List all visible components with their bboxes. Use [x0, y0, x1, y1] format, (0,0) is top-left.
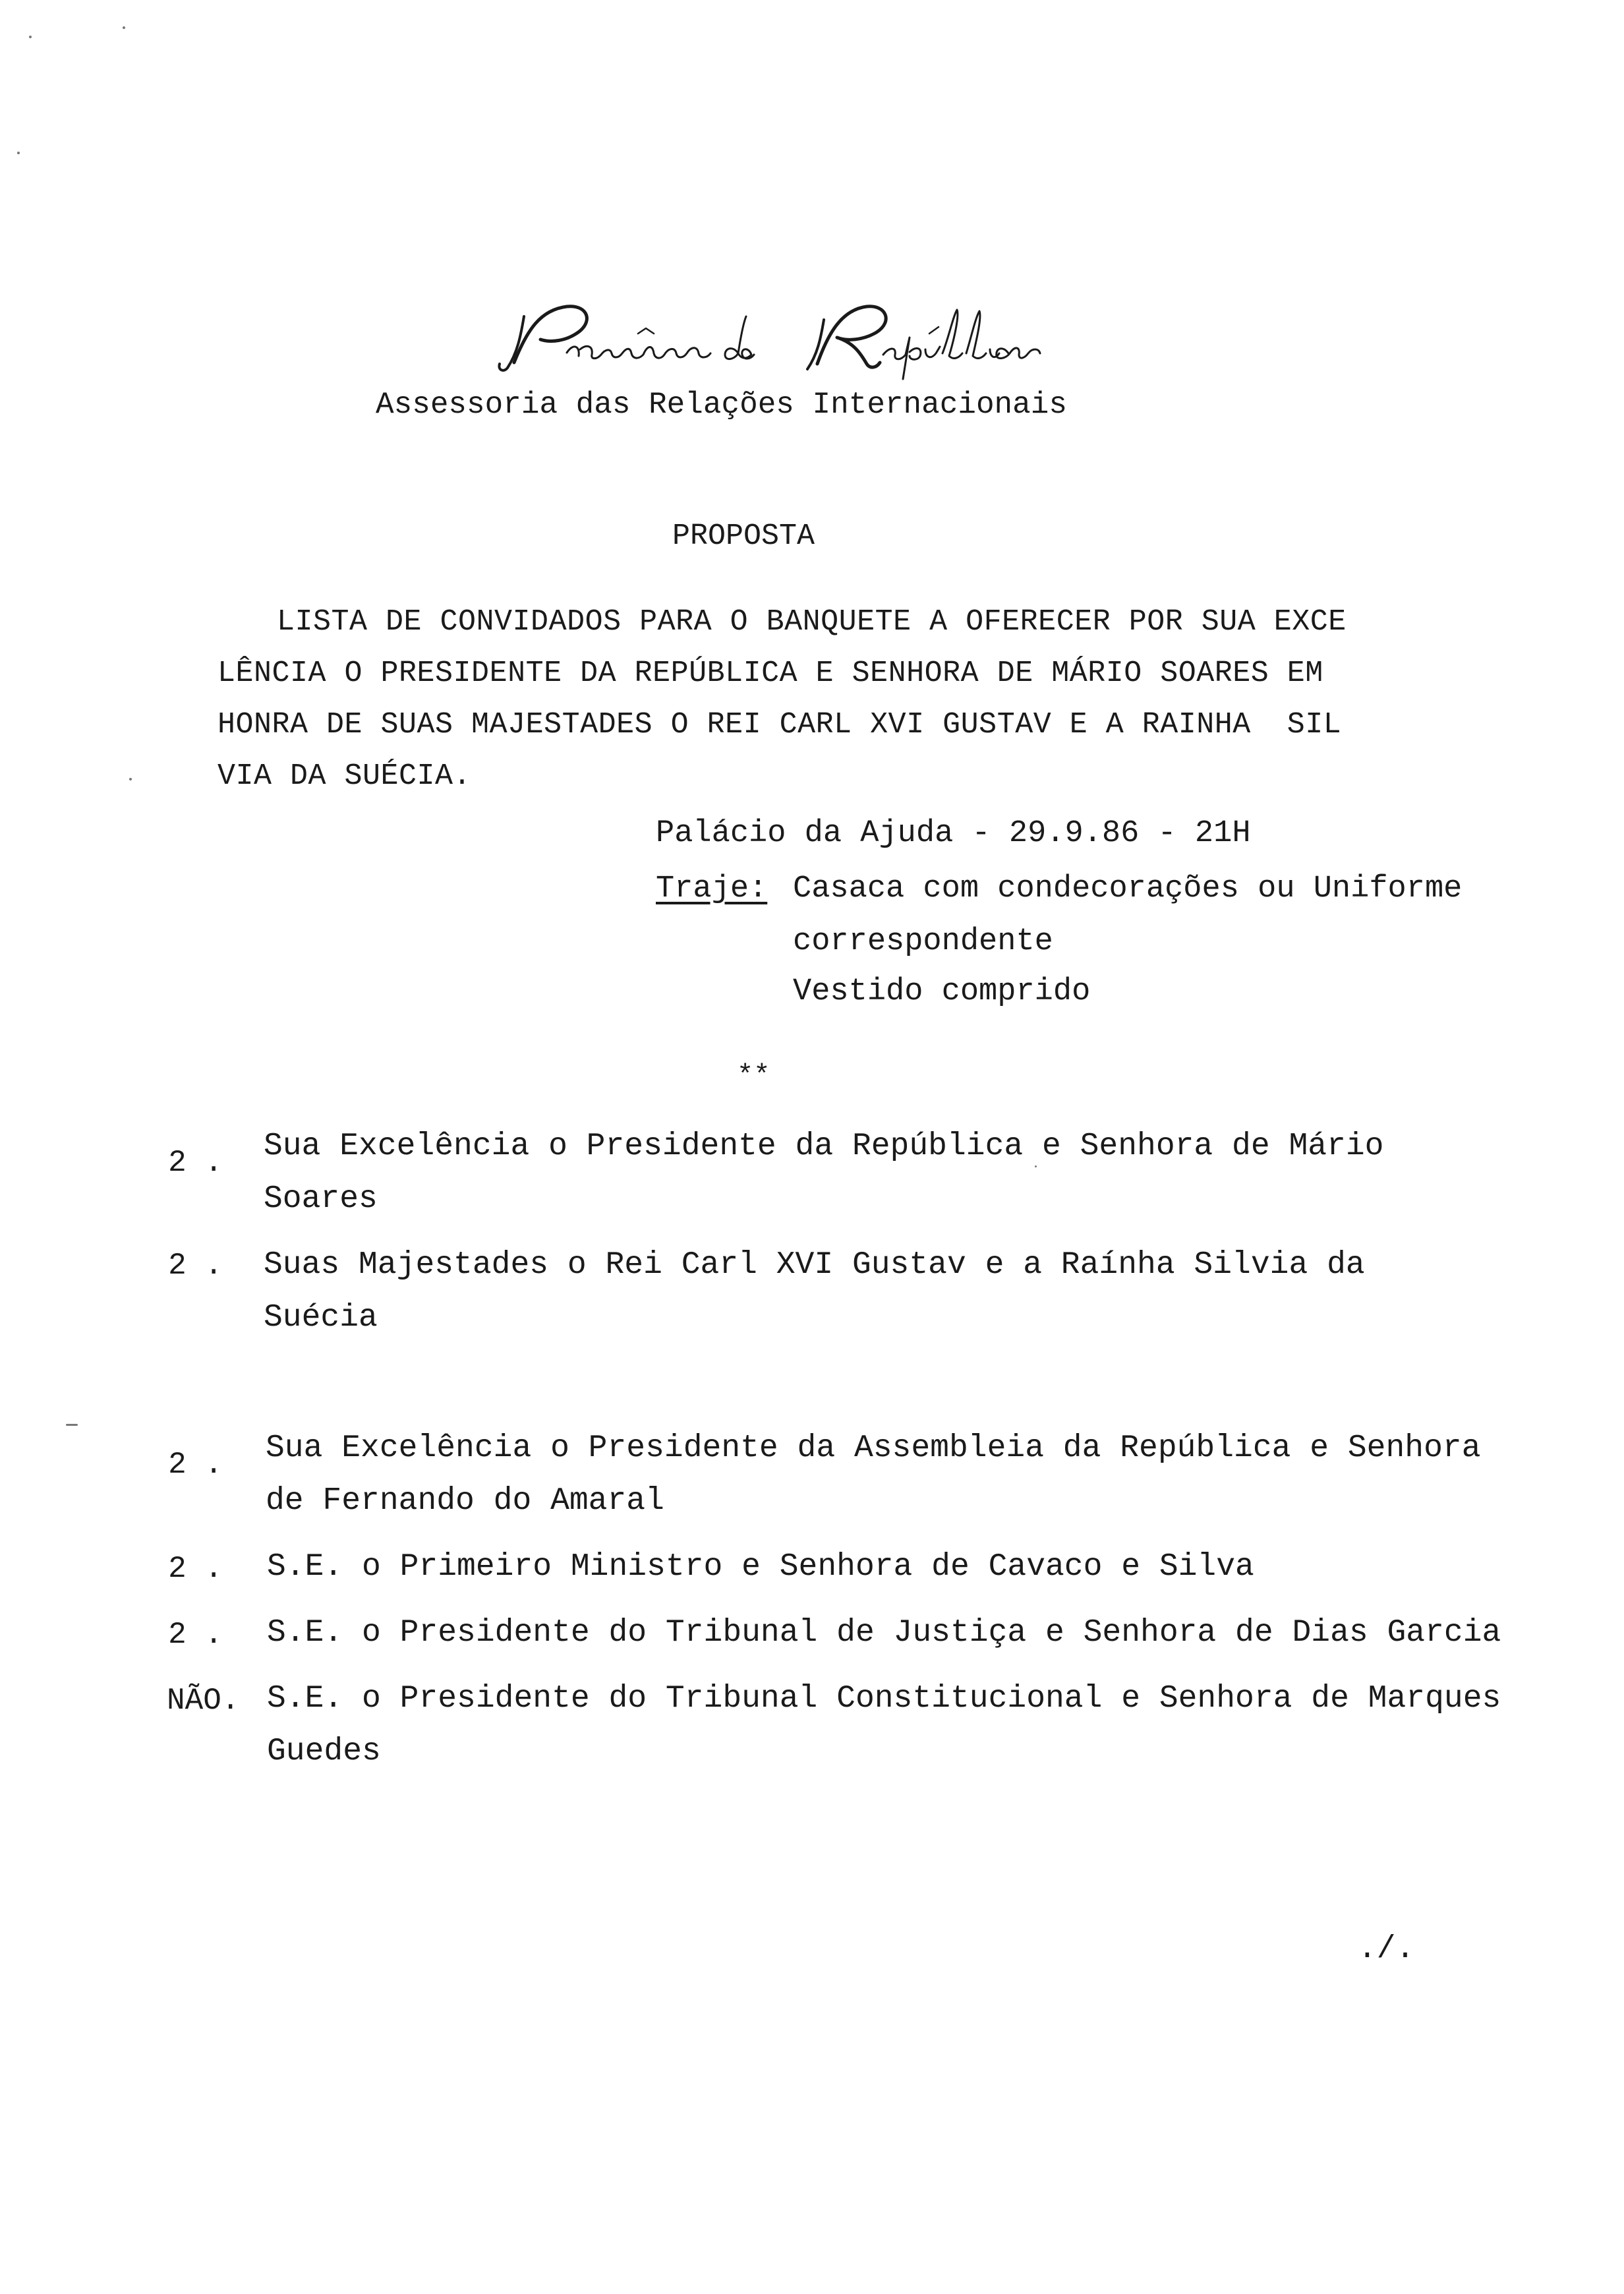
guest-entry-line: Guedes — [267, 1734, 381, 1769]
continuation-mark: ./. — [1358, 1931, 1415, 1967]
guest-quantity: 2 . — [168, 1618, 223, 1652]
dress-code-line: Vestido comprido — [793, 974, 1091, 1009]
guest-quantity: 2 . — [168, 1249, 223, 1283]
dress-code-label: Traje: — [656, 871, 768, 906]
guest-quantity: 2 . — [168, 1146, 223, 1180]
guest-entry-line: de Fernando do Amaral — [266, 1483, 664, 1519]
guest-entry-line: Sua Excelência o Presidente da Assembleia da República e Senhora — [266, 1430, 1481, 1466]
department-heading: Assessoria das Relações Internacionais — [376, 388, 1067, 422]
scan-speck — [29, 36, 32, 38]
guest-entry-line: Soares — [264, 1181, 378, 1217]
dress-code-line: Casaca com condecorações ou Uniforme — [793, 871, 1463, 906]
scan-speck — [17, 152, 20, 154]
intro-line: HONRA DE SUAS MAJESTADES O REI CARL XVI GUSTAV E A RAINHA SIL — [218, 708, 1342, 742]
venue-date-time: Palácio da Ajuda - 29.9.86 - 21H — [656, 816, 1251, 851]
intro-line: LISTA DE CONVIDADOS PARA O BANQUETE A OFERECER POR SUA EXCE — [277, 605, 1347, 639]
guest-quantity: NÃO. — [167, 1684, 240, 1718]
guest-quantity: 2 . — [168, 1448, 223, 1482]
scan-speck — [123, 26, 125, 29]
guest-quantity: 2 . — [168, 1552, 223, 1586]
section-separator: ** — [737, 1060, 770, 1092]
guest-entry-line: Suécia — [264, 1300, 378, 1336]
document-title: PROPOSTA — [672, 519, 815, 553]
guest-entry-line: S.E. o Presidente do Tribunal de Justiça e Senhora de Dias Garcia — [267, 1615, 1501, 1651]
guest-entry-line: Suas Majestades o Rei Carl XVI Gustav e a Raínha Silvia da — [264, 1247, 1365, 1283]
letterhead-script — [488, 290, 1048, 389]
guest-entry-line: Sua Excelência o Presidente da República e Senhora de Mário — [264, 1129, 1384, 1164]
intro-line: LÊNCIA O PRESIDENTE DA REPÚBLICA E SENHORA DE MÁRIO SOARES EM — [218, 657, 1323, 690]
scan-speck — [129, 778, 132, 780]
intro-line: VIA DA SUÉCIA. — [218, 759, 472, 793]
scan-speck — [66, 1424, 78, 1426]
guest-entry-line: S.E. o Presidente do Tribunal Constitucional e Senhora de Marques — [267, 1681, 1501, 1717]
dress-code-line: correspondente — [793, 924, 1053, 959]
guest-entry-line: S.E. o Primeiro Ministro e Senhora de Cavaco e Silva — [267, 1549, 1254, 1585]
scan-speck — [1035, 1165, 1037, 1167]
